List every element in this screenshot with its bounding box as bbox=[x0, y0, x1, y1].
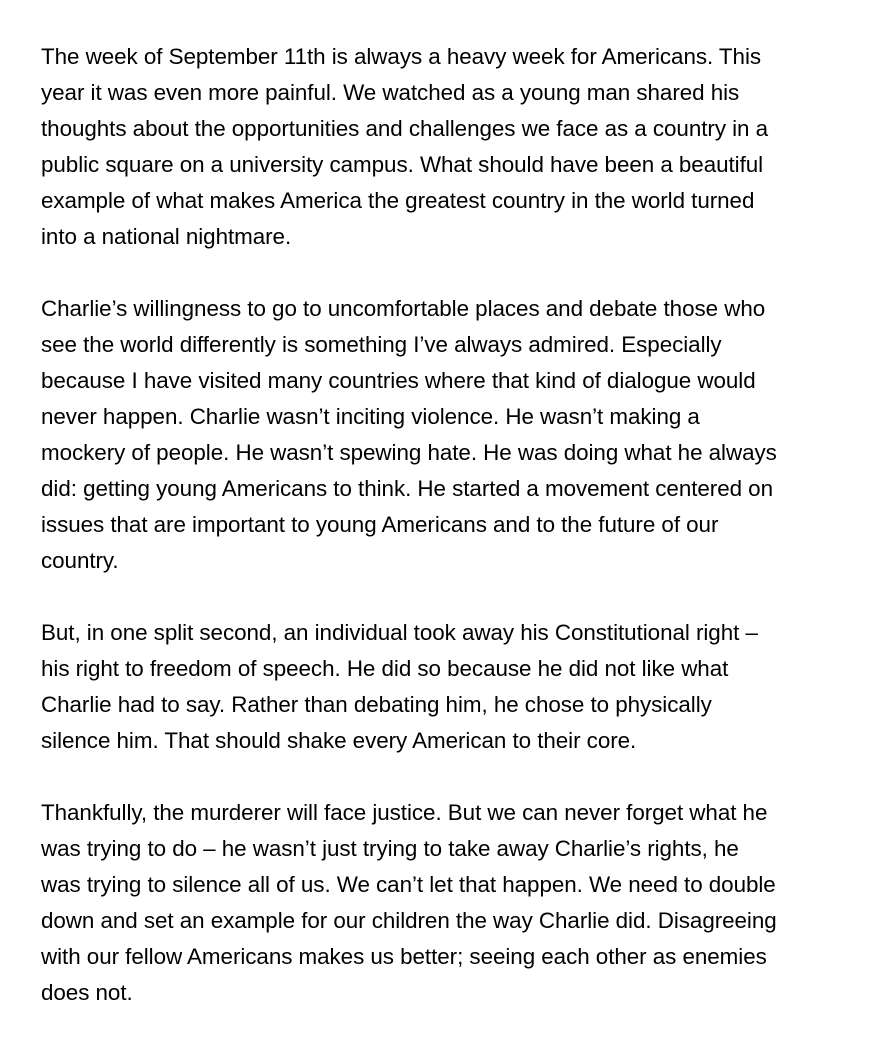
paragraph-gap bbox=[41, 579, 841, 615]
paragraph-line: was trying to silence all of us. We can’t let that happen. We need to double bbox=[41, 872, 776, 897]
paragraph-line: The week of September 11th is always a heavy week for Americans. This bbox=[41, 44, 762, 69]
paragraph-line: example of what makes America the greatest country in the world turned bbox=[41, 188, 755, 213]
paragraph-line: mockery of people. He wasn’t spewing hate. He was doing what he always bbox=[41, 440, 777, 465]
paragraph-line: did: getting young Americans to think. He started a movement centered on bbox=[41, 476, 773, 501]
paragraph-line: with our fellow Americans makes us better; seeing each other as enemies bbox=[41, 944, 767, 969]
paragraph-line: year it was even more painful. We watched as a young man shared his bbox=[41, 80, 740, 105]
paragraph-gap bbox=[41, 759, 841, 795]
paragraph-line: silence him. That should shake every American to their core. bbox=[41, 728, 637, 753]
paragraph-2 bbox=[41, 291, 841, 579]
paragraph-line: Thankfully, the murderer will face justice. But we can never forget what he bbox=[41, 800, 768, 825]
paragraph-3 bbox=[41, 615, 841, 759]
paragraph-line: down and set an example for our children the way Charlie did. Disagreeing bbox=[41, 908, 777, 933]
paragraph-line: see the world differently is something I’ve always admired. Especially bbox=[41, 332, 722, 357]
paragraph-line: never happen. Charlie wasn’t inciting violence. He wasn’t making a bbox=[41, 404, 700, 429]
paragraph-gap bbox=[41, 255, 841, 291]
paragraph-line: Charlie had to say. Rather than debating him, he chose to physically bbox=[41, 692, 712, 717]
paragraph-line: public square on a university campus. What should have been a beautiful bbox=[41, 152, 764, 177]
paragraph-line: does not. bbox=[41, 980, 133, 1005]
paragraph-line: But, in one split second, an individual took away his Constitutional right – bbox=[41, 620, 758, 645]
paragraph-line: because I have visited many countries where that kind of dialogue would bbox=[41, 368, 756, 393]
paragraph-line: Charlie’s willingness to go to uncomfortable places and debate those who bbox=[41, 296, 766, 321]
paragraph-line: issues that are important to young Americans and to the future of our bbox=[41, 512, 719, 537]
statement-text bbox=[41, 39, 841, 1011]
paragraph-1 bbox=[41, 39, 841, 255]
paragraph-line: into a national nightmare. bbox=[41, 224, 292, 249]
paragraph-line: his right to freedom of speech. He did so because he did not like what bbox=[41, 656, 729, 681]
paragraph-line: was trying to do – he wasn’t just trying to take away Charlie’s rights, he bbox=[41, 836, 739, 861]
paragraph-line: thoughts about the opportunities and challenges we face as a country in a bbox=[41, 116, 769, 141]
paragraph-line: country. bbox=[41, 548, 119, 573]
paragraph-4 bbox=[41, 795, 841, 1011]
